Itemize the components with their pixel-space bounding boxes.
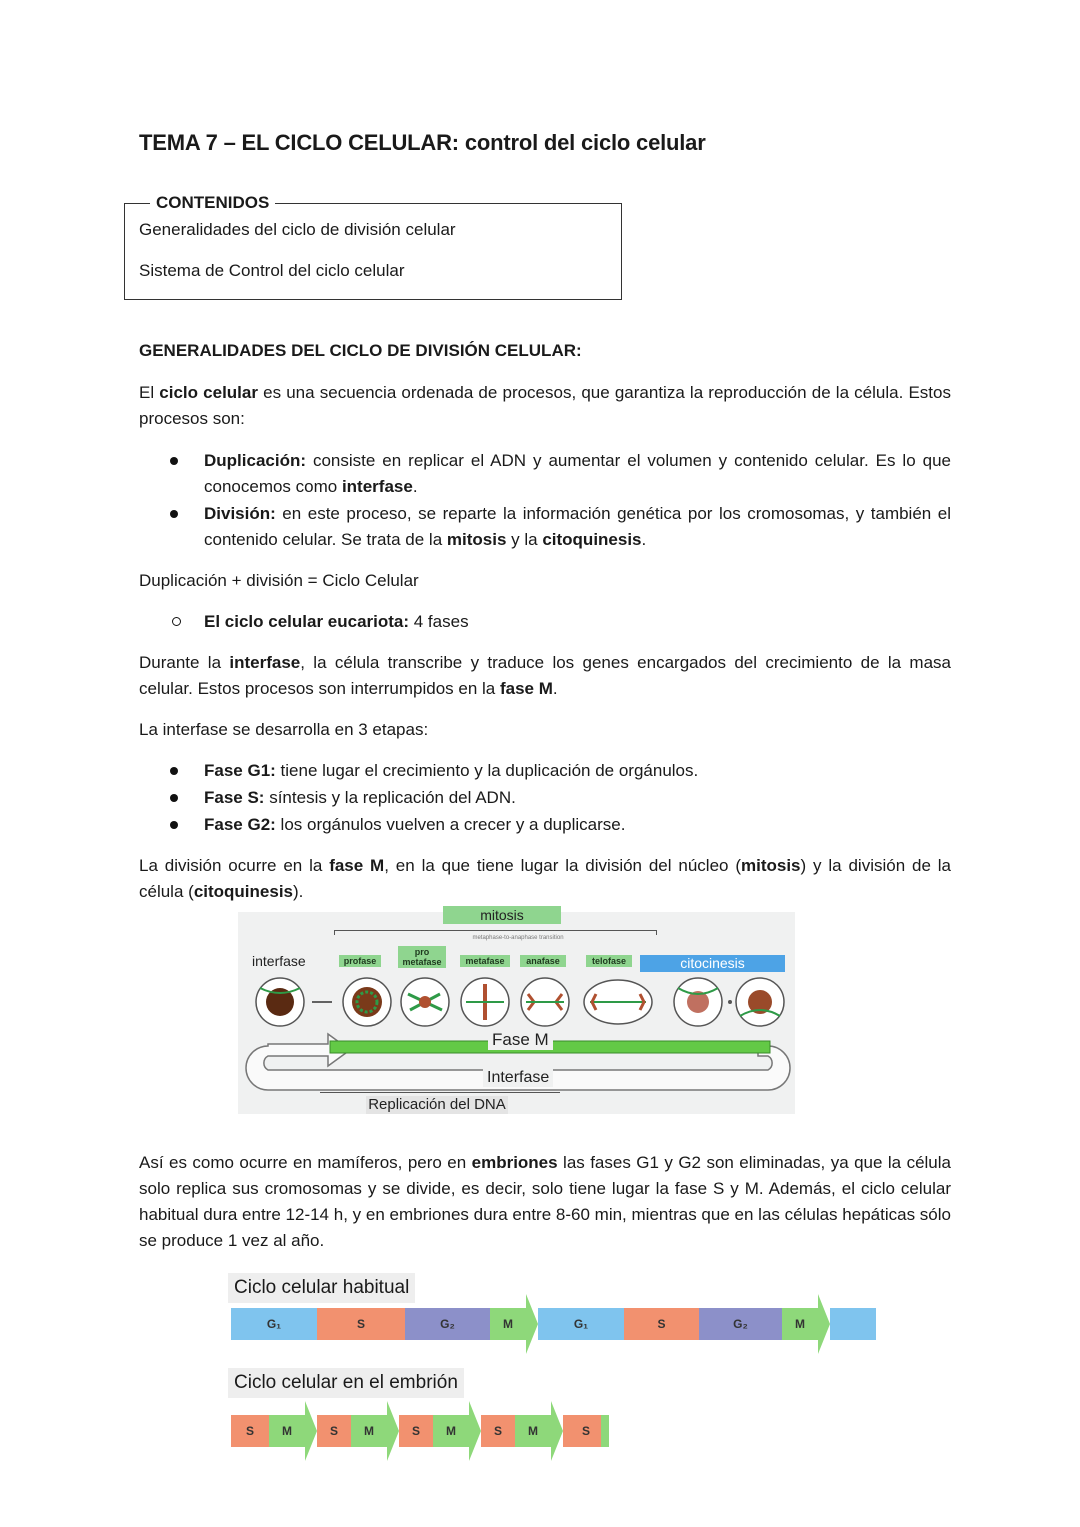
- phase-label: telofase: [586, 955, 632, 967]
- contents-box: [124, 203, 622, 300]
- cycle-arrow-icon: [818, 1294, 830, 1354]
- interfase-paragraph: Durante la interfase, la célula transcribe y traduce los genes encargados del crecimiento de la masa celular. Estos procesos son interrumpidos en la fase M.: [139, 653, 951, 698]
- mitosis-bracket: [334, 930, 656, 931]
- cycle-arrow-icon: [387, 1401, 399, 1461]
- mitosis-label: mitosis: [443, 906, 561, 924]
- interfase-label: interfase: [252, 953, 306, 969]
- stage-s: Fase S: síntesis y la replicación del ADN.: [170, 785, 951, 811]
- embryo-cycle-label: Ciclo celular en el embrión: [228, 1368, 464, 1398]
- interfase-bar-label: Interfase: [483, 1069, 553, 1087]
- cell-citocinesis-1-icon: [674, 978, 722, 1026]
- habitual-cycle-label: Ciclo celular habitual: [228, 1273, 415, 1303]
- cell-prometafase-icon: [401, 978, 449, 1026]
- cell-cycle-diagram: [238, 907, 795, 1114]
- replication-bracket: [320, 1092, 560, 1093]
- cycle-segment: G₁: [231, 1308, 317, 1340]
- cell-metafase-icon: [461, 978, 509, 1026]
- cycle-segment: S: [399, 1415, 433, 1447]
- cycle-segment: M: [351, 1415, 387, 1447]
- embryo-cycle-band: [231, 1415, 651, 1447]
- cycle-segment: G₂: [699, 1308, 782, 1340]
- equation: Duplicación + división = Ciclo Celular: [139, 571, 419, 590]
- cell-telofase-icon: [584, 980, 652, 1024]
- cycle-segment: S: [563, 1415, 609, 1447]
- cycle-arrow-icon: [469, 1401, 481, 1461]
- cycle-segment: S: [317, 1415, 351, 1447]
- cycle-segment: M: [269, 1415, 305, 1447]
- phase-label: metafase: [460, 955, 510, 967]
- stage-g2: Fase G2: los orgánulos vuelven a crecer y a duplicarse.: [170, 812, 951, 838]
- stage-g1: Fase G1: tiene lugar el crecimiento y la duplicación de orgánulos.: [170, 758, 951, 784]
- cell-citocinesis-2-icon: [736, 978, 784, 1026]
- bullet-duplicacion: Duplicación: consiste en replicar el ADN y aumentar el volumen y contenido celular. Es lo que conocemos como interfase.: [170, 448, 951, 500]
- intro-paragraph: El ciclo celular es una secuencia ordenada de procesos, que garantiza la reproducción de la célula. Estos procesos son:: [139, 383, 951, 428]
- habitual-cycle-band: [231, 1308, 861, 1340]
- cycle-segment: S: [231, 1415, 269, 1447]
- cycle-segment: M: [433, 1415, 469, 1447]
- contents-item: Sistema de Control del ciclo celular: [139, 261, 405, 280]
- division-paragraph: La división ocurre en la fase M, en la que tiene lugar la división del núcleo (mitosis) y la división de la célula (citoquinesis).: [139, 856, 952, 901]
- cycle-segment-stub: [601, 1415, 609, 1447]
- eukaryote-line: El ciclo celular eucariota: 4 fases: [170, 609, 951, 635]
- fase-m-label: Fase M: [488, 1030, 553, 1050]
- cell-interfase-icon: [256, 978, 304, 1026]
- replicacion-label: Replicación del DNA: [366, 1096, 508, 1114]
- cycle-segment: G₁: [538, 1308, 624, 1340]
- phase-label: pro metafase: [398, 946, 446, 968]
- contents-legend: CONTENIDOS: [150, 193, 275, 213]
- bullet-division: División: en este proceso, se reparte la información genética por los cromosomas, y también el contenido celular. Se trata de la mitosis y la citoquinesis.: [170, 501, 951, 553]
- cycle-arrow-icon: [526, 1294, 538, 1354]
- cycle-arrow-icon: [551, 1401, 563, 1461]
- stages-intro: La interfase se desarrolla en 3 etapas:: [139, 720, 429, 739]
- contents-item: Generalidades del ciclo de división celular: [139, 220, 456, 239]
- cycle-segment: S: [481, 1415, 515, 1447]
- citocinesis-label: citocinesis: [640, 955, 785, 972]
- transition-label: metaphase-to-anaphase transition: [472, 935, 564, 941]
- cycle-segment: M: [490, 1308, 526, 1340]
- cycle-segment: S: [317, 1308, 405, 1340]
- cycle-segment-stub: [830, 1308, 876, 1340]
- cycle-arrow-icon: [305, 1401, 317, 1461]
- cell-anafase-icon: [521, 978, 569, 1026]
- embryo-paragraph: Así es como ocurre en mamíferos, pero en embriones las fases G1 y G2 son eliminadas, ya que la célula solo replica sus cromosomas y se divide, es decir, solo tiene lugar la fase S y M. Además, el ciclo celular habitual dura entre 12-14 h, y en embriones dura entre 8-60 min, mientras que en las células hepáticas sólo se produce 1 vez al año.: [139, 1153, 951, 1250]
- cycle-segment: M: [782, 1308, 818, 1340]
- cell-profase-icon: [343, 978, 391, 1026]
- section-heading: GENERALIDADES DEL CICLO DE DIVISIÓN CELULAR:: [139, 341, 582, 360]
- cycle-segment: G₂: [405, 1308, 490, 1340]
- phase-label: anafase: [520, 955, 566, 967]
- page-title: TEMA 7 – EL CICLO CELULAR: control del ciclo celular: [139, 130, 706, 155]
- cycle-segment: S: [624, 1308, 699, 1340]
- cycle-segment: M: [515, 1415, 551, 1447]
- phase-label: profase: [339, 955, 381, 967]
